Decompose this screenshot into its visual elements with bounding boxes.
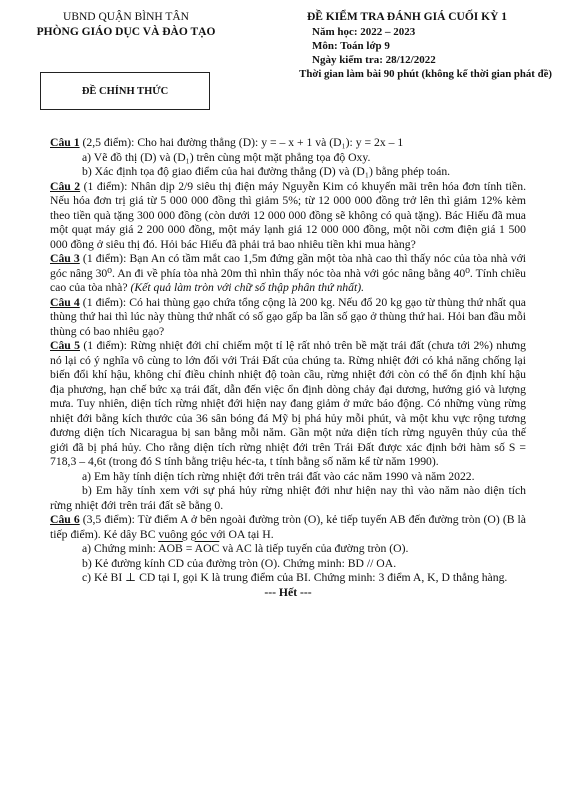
question-text: (1 điểm): Có hai thùng gạo chứa tổng cộng là 200 kg. Nếu đổ 20 kg gạo từ thùng thứ nhất qua thùng thứ hai thì lúc này thùng thứ nhất có số gạo gấp ba lần số gạo ở thùng thứ hai. Hỏi ban đầu mỗi thùng có bao nhiêu gạo? [50, 295, 526, 338]
exam-title: ĐỀ KIỂM TRA ĐÁNH GIÁ CUỐI KỲ 1 [306, 11, 508, 23]
q6a-suffix: và AC là tiếp tuyến của đường tròn (O). [219, 542, 409, 555]
question-text: (1 điểm): Rừng nhiệt đới chỉ chiếm một tỉ lệ rất nhỏ trên bề mặt trái đất (chưa tới 2%) nhưng nó lại có ý nghĩa vô cùng to lớn đối với Trái Đất của chúng ta. Rừng nhiệt đới có khả năng chống lại biến đổi khí hậu, không chỉ điều chỉnh nhiệt độ toàn cầu, rừng nhiệt đới còn có thể ổn định khí hậu địa phương, hạn chế bức xạ trái đất, dẫn đến việc ổn định dòng chảy đại dương, hướng gió và lượng mưa. Tuy nhiên, diện tích rừng nhiệt đới hiện nay đang giảm ở mức báo động. Có những vùng rừng nhiệt đới bằng kích thước của 36 sân bóng đá Mỹ bị phá hủy mỗi phút, và một khu vực rộng tương đương diện tích Nicaragua bị san bằng mỗi năm. Gần một nửa diện tích rừng nguyên thủy của thế giới đã bị phá hủy. Cho rằng diện tích rừng nhiệt đới trên Trái Đất được xác định bởi hàm số S = 718,3 – 4,6t (trong đó S tính bằng triệu héc-ta, t tính bằng số năm kể từ năm 1990). [50, 339, 526, 468]
question-5b: b) Em hãy tính xem với sự phá hủy rừng nhiệt đới như hiện nay thì vào năm nào diện tích rừng nhiệt đới trên trái đất sẽ bằng 0. [50, 484, 526, 512]
question-label: Câu 1 [50, 136, 80, 149]
rounding-note: (Kết quả làm tròn với chữ số thập phân thứ nhất). [130, 281, 365, 294]
question-4 [50, 296, 526, 340]
official-label-box [40, 72, 210, 110]
question-label: Câu 2 [50, 179, 81, 193]
question-5a: a) Em hãy tính diện tích rừng nhiệt đới trên trái đất vào các năm 1990 và năm 2022. [82, 469, 475, 483]
header-right [262, 10, 552, 81]
question-label: Câu 6 [50, 513, 80, 526]
q6a-prefix: a) Chứng minh: [82, 542, 159, 555]
question-text: (3,5 điểm): Từ điểm A ở bên ngoài đường tròn (O), kẻ tiếp tuyến AB đến đường tròn (O) (B là tiếp điểm). Kẻ dây BC vuông góc với OA tại H. [50, 513, 526, 541]
question-text: (2,5 điểm): Cho hai đường thẳng (D): y = – x + 1 và (D₁): y = 2x – 1 [79, 136, 404, 149]
question-6 [50, 513, 526, 542]
school-year: Năm học: 2022 – 2023 [312, 26, 416, 38]
subject: Môn: Toán lớp 9 [312, 40, 390, 52]
question-5 [50, 339, 526, 470]
exam-duration: Thời gian làm bài 90 phút (không kể thời gian phát đề) [299, 68, 552, 80]
department-name: PHÒNG GIÁO DỤC VÀ ĐÀO TẠO [36, 26, 216, 38]
question-6c: c) Kẻ BI ⊥ CD tại I, gọi K là trung điểm của BI. Chứng minh: 3 điểm A, K, D thẳng hàng. [82, 571, 508, 584]
angle-aob: $\overline{AOB}$ [158, 542, 183, 555]
question-2 [50, 180, 526, 253]
question-label: Câu 5 [50, 339, 80, 352]
question-6a [50, 542, 526, 557]
question-3 [50, 252, 526, 296]
question-1b: b) Xác định tọa độ giao điểm của hai đường thẳng (D) và (D₁) bằng phép toán. [82, 165, 451, 178]
question-text: (1 điểm): Nhân dịp 2/9 siêu thị điện máy Nguyễn Kim có khuyến mãi trên hóa đơn tính tiền. Nếu hóa đơn trị giá từ 5 000 000 đồng thì giảm 5%; từ 12 000 000 đồng trở lên thì giảm 12% kèm theo tiền quà tặng 300 000 đồng (còn dưới 12 000 000 đồng sẽ không có quà tặng). Bác Hiếu đã mua một quạt máy giá 2 200 000 đồng, một máy lạnh giá 12 000 000 đồng, một nồi cơm điện giá 1 500 000 đồng ở siêu thị đó. Hỏi bác Hiếu đã phải trả bao nhiêu tiền khi mua hàng? [50, 179, 526, 251]
exam-content [50, 136, 526, 600]
q6a-equals: = [182, 542, 195, 555]
angle-aoc: $\overline{AOC}$ [194, 542, 220, 555]
question-6b: b) Kẻ đường kính CD của đường tròn (O). Chứng minh: BD // OA. [82, 556, 397, 570]
question-1a: a) Vẽ đồ thị (D) và (D₁) trên cùng một mặt phẳng tọa độ Oxy. [82, 150, 371, 164]
official-label: ĐỀ CHÍNH THỨC [81, 85, 169, 97]
question-label: Câu 4 [50, 295, 80, 309]
end-mark: --- Hết --- [264, 585, 312, 599]
header-left [36, 10, 216, 40]
question-1 [50, 136, 526, 151]
exam-date: Ngày kiểm tra: 28/12/2022 [312, 54, 436, 66]
question-label: Câu 3 [50, 252, 80, 265]
district-name: UBND QUẬN BÌNH TÂN [63, 11, 189, 23]
question-text: (1 điểm): Bạn An có tầm mắt cao 1,5m đứng gần một tòa nhà cao thì thấy nóc của tòa nhà với góc nâng 30⁰. An đi về phía tòa nhà 20m thì nhìn thấy nóc tòa nhà với góc nâng bằng 40⁰. Tính chiều cao của tòa nhà? [50, 252, 526, 294]
